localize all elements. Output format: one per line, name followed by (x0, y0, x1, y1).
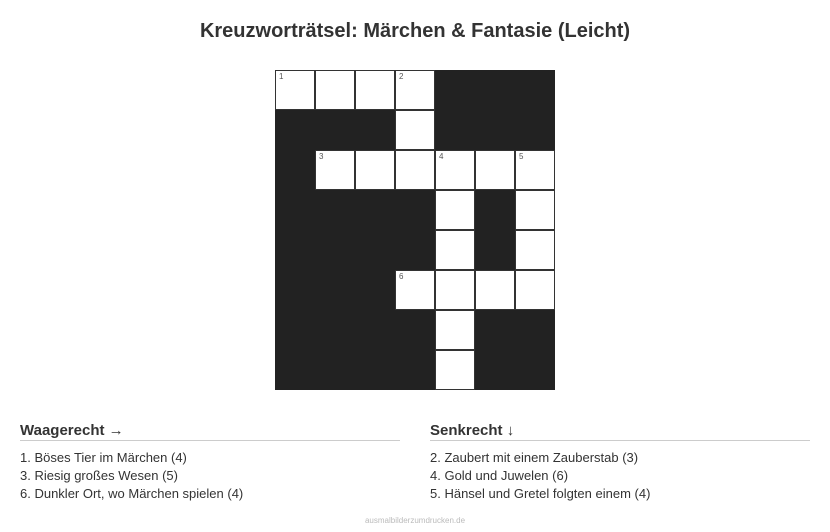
block-cell (275, 190, 315, 230)
block-cell (475, 70, 515, 110)
answer-cell[interactable] (475, 270, 515, 310)
across-clue-6: 6. Dunkler Ort, wo Märchen spielen (4) (20, 486, 244, 501)
block-cell (275, 350, 315, 390)
block-cell (315, 230, 355, 270)
clue-number: 3 (319, 152, 324, 161)
down-clues (430, 422, 810, 503)
answer-cell[interactable] (435, 230, 475, 270)
block-cell (475, 350, 515, 390)
answer-cell[interactable] (435, 150, 475, 190)
clue-number: 1 (279, 72, 284, 81)
block-cell (515, 110, 555, 150)
block-cell (515, 70, 555, 110)
across-clue-3: 3. Riesig großes Wesen (5) (20, 468, 178, 483)
block-cell (395, 310, 435, 350)
answer-cell[interactable] (515, 230, 555, 270)
block-cell (355, 270, 395, 310)
down-clue-5: 5. Hänsel und Gretel folgten einem (4) (430, 486, 651, 501)
answer-cell[interactable] (515, 270, 555, 310)
clue-number: 5 (519, 152, 524, 161)
down-clue-2: 2. Zaubert mit einem Zauberstab (3) (430, 450, 639, 465)
block-cell (355, 350, 395, 390)
answer-cell[interactable] (395, 270, 435, 310)
across-clues (20, 422, 400, 503)
crossword-grid (275, 70, 555, 390)
block-cell (315, 270, 355, 310)
answer-cell[interactable] (395, 70, 435, 110)
block-cell (275, 230, 315, 270)
answer-cell[interactable] (315, 150, 355, 190)
block-cell (515, 310, 555, 350)
block-cell (395, 350, 435, 390)
block-cell (355, 110, 395, 150)
block-cell (315, 350, 355, 390)
answer-cell[interactable] (435, 190, 475, 230)
block-cell (315, 190, 355, 230)
answer-cell[interactable] (475, 150, 515, 190)
block-cell (275, 110, 315, 150)
answer-cell[interactable] (395, 150, 435, 190)
answer-cell[interactable] (395, 110, 435, 150)
across-clue-1: 1. Böses Tier im Märchen (4) (20, 450, 187, 465)
block-cell (475, 190, 515, 230)
page-title: Kreuzworträtsel: Märchen & Fantasie (Leicht) (199, 20, 631, 42)
clue-number: 6 (399, 272, 404, 281)
block-cell (315, 110, 355, 150)
footer-credit: ausmalbilderzumdrucken.de (364, 516, 466, 525)
block-cell (275, 150, 315, 190)
block-cell (355, 190, 395, 230)
answer-cell[interactable] (355, 70, 395, 110)
block-cell (275, 310, 315, 350)
answer-cell[interactable] (435, 270, 475, 310)
block-cell (355, 230, 395, 270)
clue-number: 4 (439, 152, 444, 161)
block-cell (475, 230, 515, 270)
block-cell (395, 230, 435, 270)
answer-cell[interactable] (315, 70, 355, 110)
block-cell (435, 110, 475, 150)
block-cell (275, 270, 315, 310)
answer-cell[interactable] (355, 150, 395, 190)
clue-number: 2 (399, 72, 404, 81)
answer-cell[interactable] (275, 70, 315, 110)
down-heading: Senkrecht ↓ (430, 422, 810, 441)
block-cell (475, 110, 515, 150)
block-cell (435, 70, 475, 110)
down-clue-4: 4. Gold und Juwelen (6) (430, 468, 569, 483)
answer-cell[interactable] (435, 310, 475, 350)
block-cell (475, 310, 515, 350)
answer-cell[interactable] (435, 350, 475, 390)
across-heading: Waagerecht → (20, 422, 400, 441)
block-cell (515, 350, 555, 390)
block-cell (395, 190, 435, 230)
block-cell (315, 310, 355, 350)
answer-cell[interactable] (515, 150, 555, 190)
answer-cell[interactable] (515, 190, 555, 230)
block-cell (355, 310, 395, 350)
